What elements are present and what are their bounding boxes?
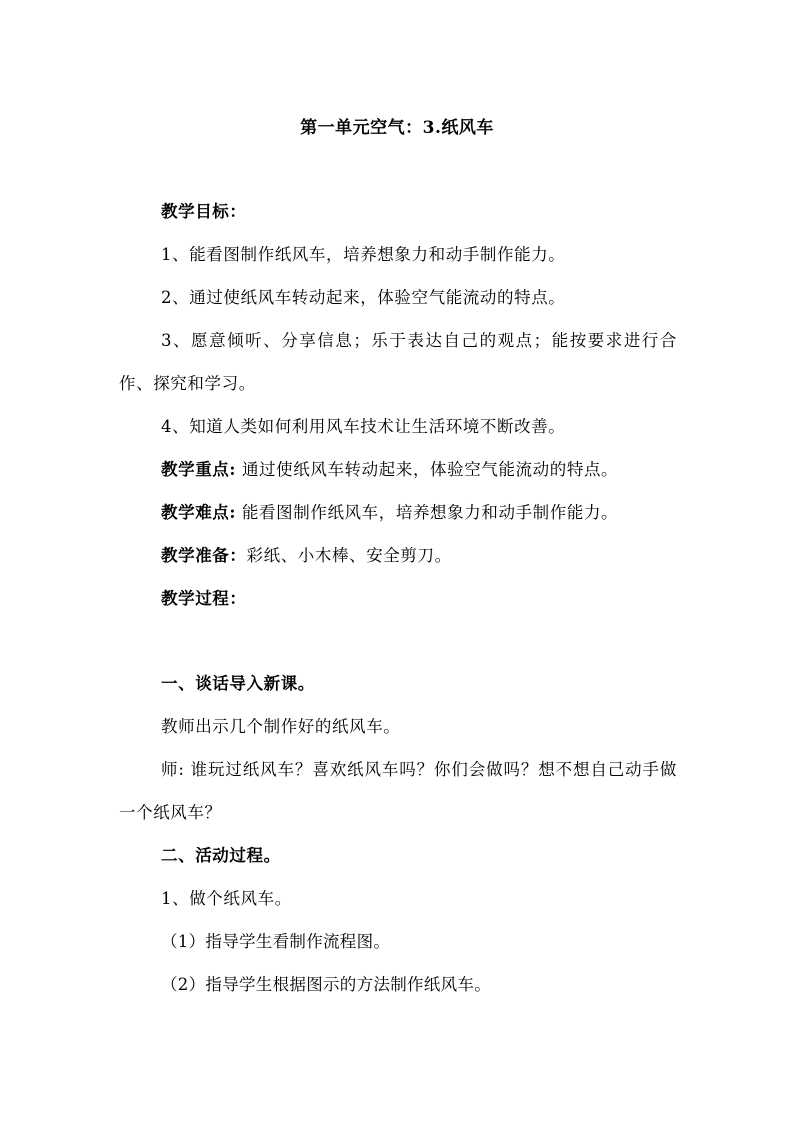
- objective-item: 2、通过使纸风车转动起来，体验空气能流动的特点。: [161, 288, 566, 307]
- section2-substep: （2）指导学生根据图示的方法制作纸风车。: [161, 975, 491, 994]
- preparation-text: 彩纸、小木棒、安全剪刀。: [246, 546, 452, 565]
- process-heading: 教学过程：: [161, 589, 247, 608]
- page-title: 第一单元空气：3.纸风车: [300, 118, 494, 138]
- document-body: [119, 190, 677, 1006]
- section2-substep: （1）指导学生看制作流程图。: [161, 932, 391, 951]
- difficult-point-label: 教学难点:: [161, 503, 237, 522]
- objective-item: 3、愿意倾听、分享信息；乐于表达自己的观点；能按要求进行合作、探究和学习。: [119, 331, 677, 393]
- difficult-point-paragraph: [119, 491, 677, 534]
- section1-paragraph: 师: 谁玩过纸风车？喜欢纸风车吗？你们会做吗？想不想自己动手做一个纸风车？: [119, 760, 677, 822]
- objective-item: 1、能看图制作纸风车，培养想象力和动手制作能力。: [161, 245, 566, 264]
- key-point-text: 通过使纸风车转动起来，体验空气能流动的特点。: [236, 460, 619, 479]
- key-point-label: 教学重点:: [161, 460, 237, 479]
- section2-heading: 二、活动过程。: [161, 846, 281, 865]
- section1-paragraph: 教师出示几个制作好的纸风车。: [161, 717, 401, 736]
- section1-heading: 一、谈话导入新课。: [161, 674, 315, 693]
- objectives-heading: 教学目标：: [161, 202, 247, 221]
- blank-line: [119, 620, 677, 662]
- key-point-paragraph: [119, 448, 677, 491]
- difficult-point-text: 能看图制作纸风车，培养想象力和动手制作能力。: [236, 503, 619, 522]
- objective-item: 4、知道人类如何利用风车技术让生活环境不断改善。: [161, 417, 566, 436]
- preparation-paragraph: [119, 534, 677, 577]
- section2-step: 1、做个纸风车。: [161, 889, 292, 908]
- preparation-label: 教学准备：: [161, 546, 247, 565]
